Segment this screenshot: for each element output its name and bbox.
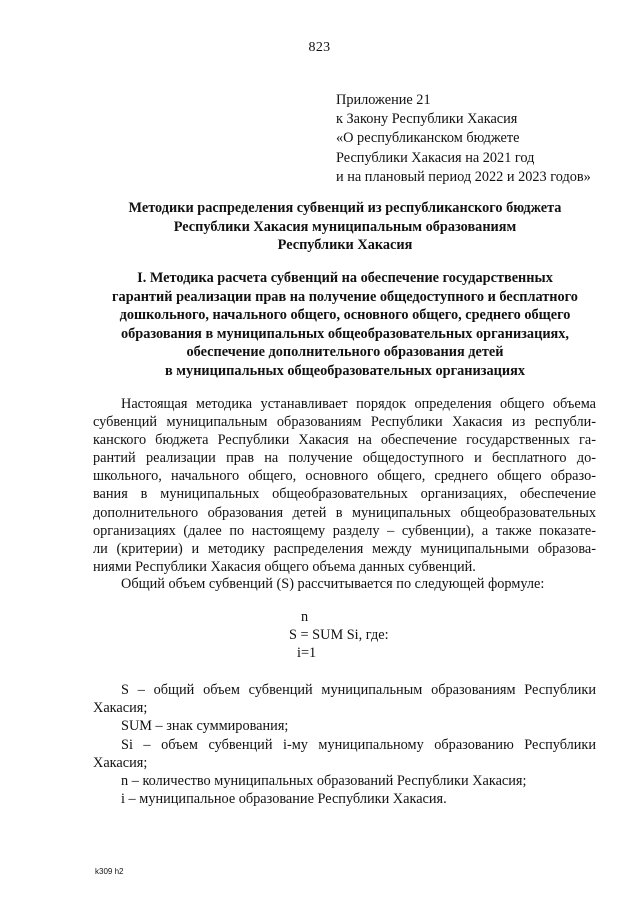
- section-title-line: в муниципальных общеобразовательных организациях: [165, 362, 525, 379]
- definition-line: Хакасия;: [93, 754, 148, 771]
- appendix-block: [336, 91, 591, 187]
- paragraph-line: ниями Республики Хакасия общего объема данных субвенций.: [93, 558, 476, 575]
- intro-paragraph: [93, 395, 596, 576]
- paragraph-line: дополнительного образования детей в муниципальных общеобразовательных: [93, 504, 596, 521]
- formula-upper-limit: n: [301, 609, 309, 625]
- formula-lower-limit: i=1: [297, 645, 317, 661]
- section-title-line: обеспечение дополнительного образования детей: [186, 344, 504, 360]
- document-title: [95, 199, 595, 255]
- definition-line: S – общий объем субвенций муниципальным образованиям Республики: [121, 682, 596, 698]
- paragraph-line: Настоящая методика устанавливает порядок определения общего объема: [121, 396, 596, 412]
- paragraph-line: рантий реализации прав на получение общедоступного и бесплатного до-: [93, 450, 596, 467]
- definition-line: i – муниципальное образование Республики Хакасия.: [121, 791, 447, 808]
- definition-line: Хакасия;: [93, 700, 148, 717]
- section-title-line: дошкольного, начального общего, основного общего, среднего общего: [119, 307, 571, 323]
- document-title-line: Республики Хакасия муниципальным образованиям: [173, 218, 517, 235]
- document-title-line: Республики Хакасия: [277, 237, 413, 253]
- section-title: [88, 269, 602, 380]
- page-number: 823: [308, 40, 331, 55]
- appendix-line: и на плановый период 2022 и 2023 годов»: [336, 168, 591, 185]
- section-title-line: гарантий реализации прав на получение общедоступного и бесплатного: [112, 288, 578, 305]
- paragraph-line: ли (критерии) и методику распределения между муниципальными образова-: [93, 540, 596, 557]
- section-title-line: образования в муниципальных общеобразовательных организациях,: [120, 325, 570, 342]
- definitions-block: [93, 681, 596, 808]
- paragraph-line: вания в муниципальных общеобразовательных организациях, обеспечение: [93, 486, 596, 503]
- formula-main: S = SUM Si, где:: [289, 627, 389, 643]
- paragraph-line: субвенций муниципальным образованиям Республики Хакасия из республи-: [93, 414, 596, 431]
- footer-code: k309 h2: [95, 867, 124, 876]
- paragraph-line: организациях (далее по настоящему разделу – субвенции), а также показате-: [93, 522, 596, 539]
- definition-line: SUM – знак суммирования;: [121, 718, 289, 735]
- appendix-line: к Закону Республики Хакасия: [336, 111, 518, 128]
- definition-line: Si – объем субвенций i-му муниципальному образованию Республики: [121, 736, 596, 753]
- definition-line: n – количество муниципальных образований Республики Хакасия;: [121, 773, 527, 790]
- appendix-line: Республики Хакасия на 2021 год: [336, 149, 535, 166]
- formula-intro: Общий объем субвенций (S) рассчитывается по следующей формуле:: [121, 576, 545, 592]
- appendix-line: «О республиканском бюджете: [336, 130, 520, 147]
- appendix-line: Приложение 21: [336, 92, 431, 108]
- paragraph-line: канского бюджета Республики Хакасия на обеспечение государственных га-: [93, 432, 596, 449]
- paragraph-line: школьного, начального общего, основного общего, среднего общего образо-: [93, 468, 596, 485]
- section-title-line: I. Методика расчета субвенций на обеспечение государственных: [137, 270, 553, 286]
- document-title-line: Методики распределения субвенций из республиканского бюджета: [128, 200, 562, 216]
